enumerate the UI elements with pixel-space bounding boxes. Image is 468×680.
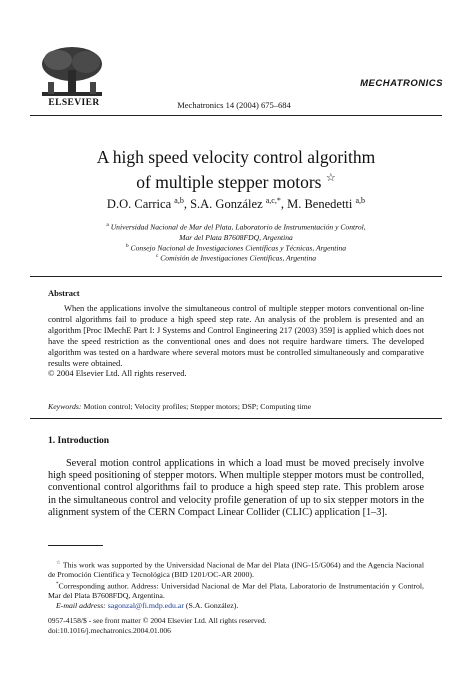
title-line-2: of multiple stepper motors — [136, 171, 322, 192]
footnote-rule — [48, 545, 103, 546]
header-divider — [30, 115, 442, 116]
footnote-mark: * — [56, 581, 59, 587]
author-name: D.O. Carrica — [106, 197, 172, 212]
affiliation-mark: a — [106, 222, 109, 228]
affiliation-mark: c — [155, 253, 159, 259]
footnote-corresponding: Corresponding author. Address: Universidad Nacional de Mar del Plata, Laboratorio de Instrumentación y Control, Mar del Plata B7608FDQ, Argentina. — [48, 581, 424, 600]
affiliation-c — [30, 251, 442, 264]
front-matter — [48, 616, 267, 636]
author-name: S.A. González — [190, 197, 263, 212]
author-list: D.O. Carrica $^{a,b}$, S.A. González $^{a,c,*}$, M. Benedetti $^{a,b}$ — [106, 196, 366, 212]
author-affil-mark: a,c,* — [265, 196, 281, 205]
issn-line: 0957-4158/$ - see front matter © 2004 Elsevier Ltd. All rights reserved. — [48, 616, 267, 625]
abstract-text — [48, 303, 424, 379]
abstract-heading: Abstract — [48, 288, 80, 298]
introduction-paragraph: Several motion control applications in which a load must be moved precisely involve high speed positioning of stepper motors. When multiple stepper motors must be controlled, conventional control algorithms fail to produce a high speed step rate. This problem arose in the simultaneous control and velocity profile generation of up to six stepper motors in the alignment system of the CERN Compact Linear Collider (CLIC) application [1–3]. — [48, 458, 424, 518]
affiliation-mark: b — [125, 243, 129, 249]
footnote-funding: This work was supported by the Universidad Nacional de Mar del Plata (ING-15/G064) and the Agencia Nacional de Promoción Científica y Tecnológica (BID 1201/OC-AR 2000). — [48, 560, 424, 580]
affiliation-text: Consejo Nacional de Investigaciones Científicas y Técnicas, Argentina — [130, 243, 347, 253]
section-heading-introduction: 1. Introduction — [48, 436, 110, 446]
affiliation-text: Mar del Plata B7608FDQ, Argentina — [179, 232, 293, 242]
title-footnote-mark: ☆ — [325, 172, 336, 184]
affiliation-text: Comisión de Investigaciones Científicas, Argentina — [160, 253, 317, 263]
affiliation-text: Universidad Nacional de Mar del Plata, Laboratorio de Instrumentación y Control, — [110, 222, 366, 232]
abstract-body: When the applications involve the simultaneous control of multiple stepper motors conventional on-line control algorithms fail to produce a high speed step rate. An analysis of the problem is presented and an algorithm [Proc IMechE Part I: J Systems and Control Engineering 217 (2003) 359] is applied which does not have the speed restriction as the conventional ones and does not require hardware timers. The developed algorithm was tested on a hardware where several motors must be controlled simultaneously and comparative results were obtained. — [48, 303, 424, 368]
footnotes — [48, 559, 424, 610]
footnote-mark: ☆ — [56, 561, 61, 566]
email-label: E-mail address: — [56, 600, 106, 610]
elsevier-tree-logo — [34, 44, 110, 102]
author-name: M. Benedetti — [287, 197, 353, 212]
affiliation-a — [30, 220, 442, 243]
doi-line[interactable]: doi:10.1016/j.mechatronics.2004.01.006 — [48, 626, 171, 635]
abstract-bottom-rule — [30, 418, 442, 419]
author-affil-mark: a,b — [174, 196, 184, 205]
abstract-copyright: © 2004 Elsevier Ltd. All rights reserved. — [48, 368, 187, 379]
title-line-1: A high speed velocity control algorithm — [96, 147, 376, 167]
keywords — [48, 402, 424, 411]
keywords-label: Keywords: — [48, 402, 82, 411]
article-title — [30, 147, 442, 193]
abstract-top-rule — [30, 276, 442, 277]
journal-citation: Mechatronics 14 (2004) 675–684 — [177, 100, 291, 110]
publisher-name: ELSEVIER — [48, 98, 100, 108]
introduction-text — [48, 458, 424, 519]
journal-brand: MECHATRONICS — [360, 78, 443, 89]
email-link[interactable]: sagonzal@fi.mdp.edu.ar — [107, 600, 184, 610]
author-affil-mark: a,b — [355, 196, 366, 205]
email-owner: (S.A. González). — [185, 600, 239, 610]
keywords-list: Motion control; Velocity profiles; Stepper motors; DSP; Computing time — [83, 402, 312, 411]
